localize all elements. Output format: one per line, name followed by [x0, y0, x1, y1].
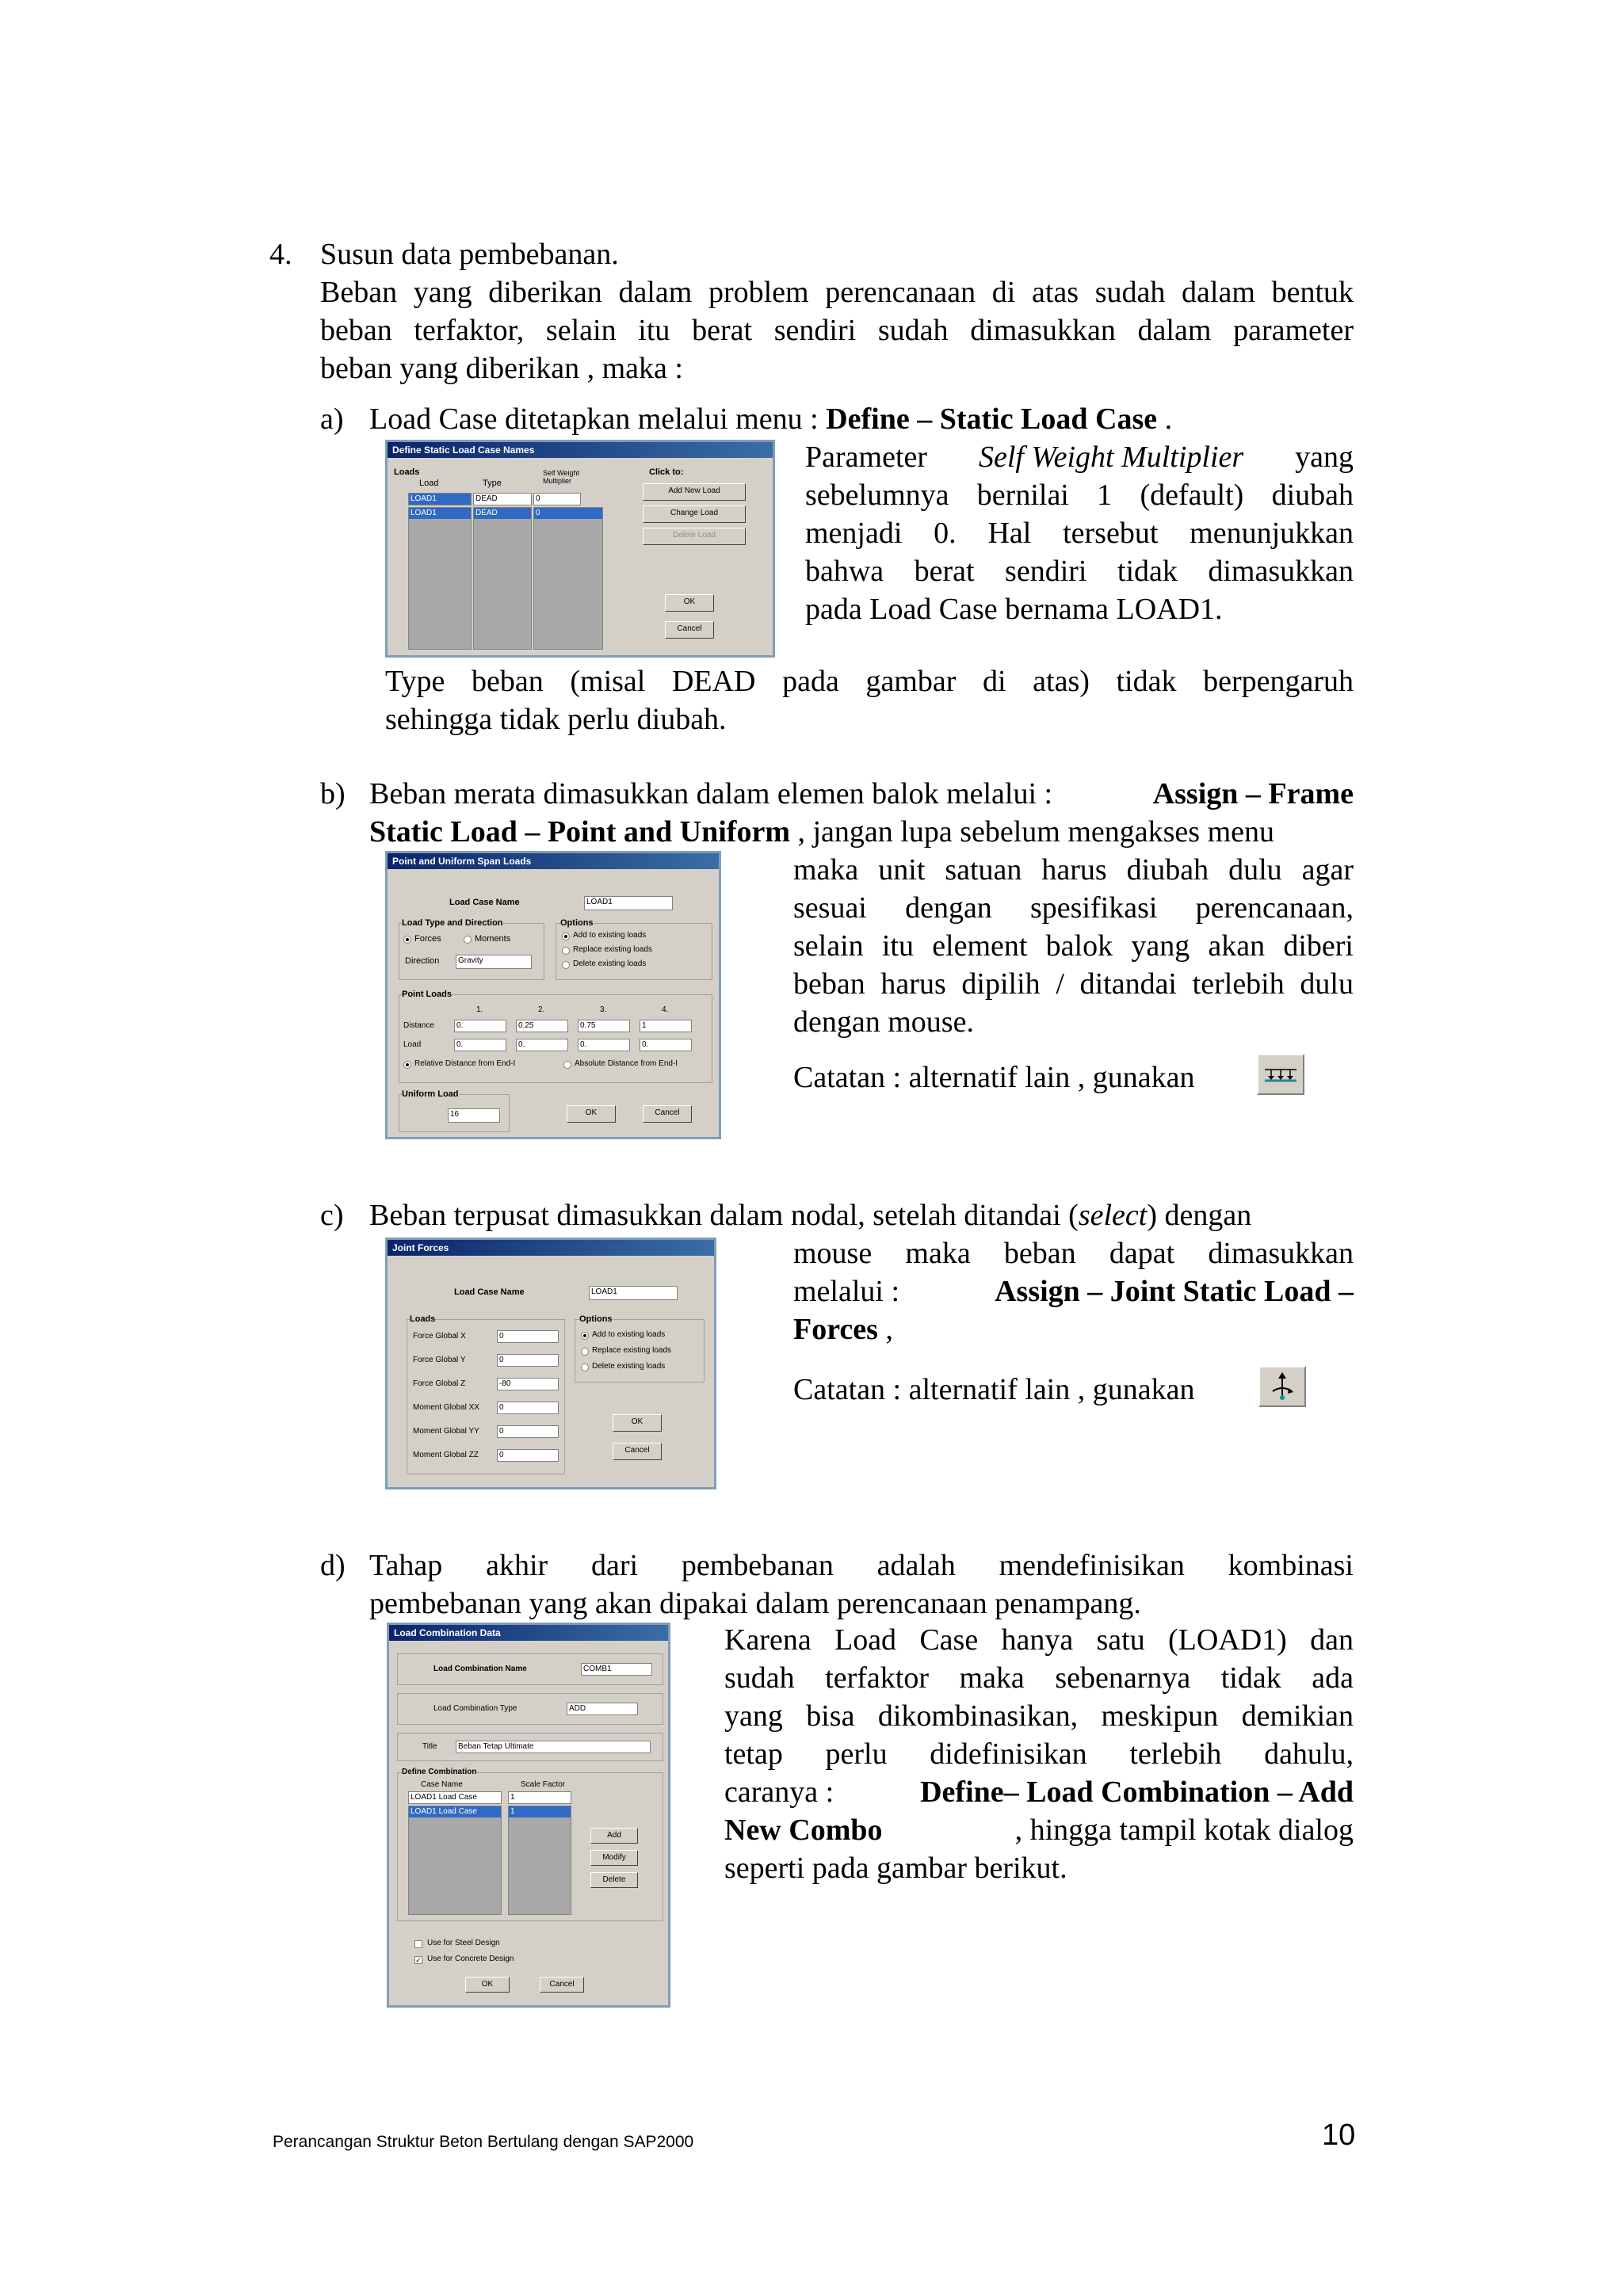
- combo-type-select[interactable]: ADD: [567, 1703, 638, 1715]
- ok-button[interactable]: OK: [465, 1977, 510, 1993]
- joint-force-icon: [1260, 1367, 1304, 1405]
- replace-existing-label: Replace existing loads: [573, 945, 653, 954]
- delete-existing-label: Delete existing loads: [592, 1362, 666, 1371]
- dialog-title: Define Static Load Case Names: [388, 442, 773, 458]
- c-para-line-3: Forces ,: [793, 1313, 893, 1346]
- d-para-line-6: New Combo , hingga tampil kotak dialog: [724, 1814, 1354, 1847]
- load-case-name-label: Load Case Name: [454, 1287, 525, 1297]
- item-heading: Susun data pembebanan.: [320, 238, 619, 271]
- cancel-button[interactable]: Cancel: [540, 1977, 584, 1993]
- col-type: Type: [483, 479, 502, 488]
- steel-design-checkbox[interactable]: [414, 1940, 422, 1948]
- loads-label: Loads: [394, 467, 420, 477]
- a-para-line-5: pada Load Case bernama LOAD1.: [805, 593, 1223, 626]
- absolute-distance-radio[interactable]: [563, 1061, 571, 1069]
- col-swm: Self Weight Multiplier: [543, 469, 579, 485]
- distance-label: Distance: [403, 1021, 434, 1030]
- moments-label: Moments: [475, 934, 511, 944]
- ok-button[interactable]: OK: [665, 594, 714, 612]
- moment-xx-label: Moment Global XX: [413, 1403, 479, 1412]
- b-para-line-5: dengan mouse.: [793, 1005, 974, 1039]
- concrete-design-checkbox[interactable]: ✓: [415, 1956, 422, 1964]
- forces-label: Forces: [414, 934, 441, 944]
- b-para-line-2: sesuai dengan spesifikasi perencanaan,: [793, 891, 1354, 925]
- type-direction-group: [399, 923, 544, 980]
- direction-select[interactable]: Gravity: [456, 955, 532, 969]
- relative-distance-radio[interactable]: [403, 1061, 411, 1069]
- load-label: Load: [403, 1040, 422, 1049]
- load-type-select[interactable]: DEAD: [473, 493, 532, 505]
- delete-existing-label: Delete existing loads: [573, 959, 647, 968]
- force-y-label: Force Global Y: [413, 1356, 466, 1364]
- moment-yy-input[interactable]: 0: [497, 1425, 559, 1438]
- moment-zz-input[interactable]: 0: [497, 1449, 559, 1462]
- load-case-select[interactable]: LOAD1: [589, 1286, 678, 1300]
- loads-label: Loads: [410, 1314, 436, 1324]
- item-a-line1: Load Case ditetapkan melalui menu : Define – Static Load Case .: [369, 402, 1173, 436]
- load-case-select[interactable]: LOAD1: [584, 896, 673, 910]
- distance-4-input[interactable]: 1: [640, 1020, 692, 1032]
- b-note: Catatan : alternatif lain , gunakan: [793, 1061, 1195, 1094]
- a-note-line-2: sehingga tidak perlu diubah.: [385, 703, 727, 736]
- scale-factor-label: Scale Factor: [521, 1780, 566, 1789]
- concrete-design-label: Use for Concrete Design: [427, 1955, 514, 1963]
- dialog-title: Point and Uniform Span Loads: [388, 853, 719, 869]
- force-x-input[interactable]: 0: [497, 1330, 559, 1343]
- c-para-line-2: melalui : Assign – Joint Static Load –: [793, 1275, 1354, 1308]
- c-note: Catatan : alternatif lain , gunakan: [793, 1373, 1195, 1406]
- distance-3-input[interactable]: 0.75: [578, 1020, 630, 1032]
- replace-existing-radio[interactable]: [581, 1348, 589, 1356]
- add-existing-label: Add to existing loads: [573, 931, 647, 940]
- c-para-line-1: mouse maka beban dapat dimasukkan: [793, 1237, 1354, 1270]
- dialog-title: Joint Forces: [388, 1240, 714, 1256]
- scale-list[interactable]: [508, 1806, 571, 1915]
- a-para-line-3: menjadi 0. Hal tersebut menunjukkan: [805, 517, 1354, 550]
- intro-line-3: beban yang diberikan , maka :: [320, 352, 683, 385]
- d-para-line-3: yang bisa dikombinasikan, meskipun demikian: [724, 1699, 1354, 1733]
- d-para-line-2: sudah terfaktor maka sebenarnya tidak ada: [724, 1661, 1354, 1695]
- options-label: Options: [560, 918, 594, 928]
- b-para-line-3: selain itu element balok yang akan diberi: [793, 929, 1354, 963]
- replace-existing-radio[interactable]: [562, 947, 570, 955]
- uniform-load-label: Uniform Load: [402, 1089, 459, 1099]
- title-input[interactable]: Beban Tetap Ultimate: [456, 1741, 651, 1753]
- case-name-label: Case Name: [421, 1780, 463, 1789]
- dialog-title: Load Combination Data: [389, 1625, 668, 1641]
- joint-load-toolbar-icon[interactable]: [1258, 1366, 1306, 1407]
- load-2-input[interactable]: 0.: [516, 1039, 568, 1051]
- item-b-label: b): [320, 777, 346, 810]
- d-para-line-4: tetap perlu didefinisikan terlebih dahulu,: [724, 1737, 1354, 1771]
- combo-name-label: Load Combination Name: [433, 1665, 527, 1673]
- ok-button[interactable]: OK: [567, 1105, 616, 1123]
- col-1: 1.: [476, 1005, 483, 1014]
- modify-button[interactable]: Modify: [590, 1850, 638, 1866]
- item-number-4: 4.: [269, 238, 292, 271]
- point-loads-label: Point Loads: [402, 990, 452, 999]
- item-c-label: c): [320, 1199, 344, 1232]
- delete-load-button[interactable]: Delete Load: [643, 528, 746, 545]
- intro-line-2: beban terfaktor, selain itu berat sendiri sudah dimasukkan dalam parameter: [320, 314, 1354, 347]
- joint-forces-dialog: [385, 1238, 716, 1489]
- a-note-line-1: Type beban (misal DEAD pada gambar di atas) tidak berpengaruh: [385, 665, 1354, 698]
- click-to-label: Click to:: [649, 467, 684, 477]
- change-load-button[interactable]: Change Load: [643, 505, 746, 523]
- item-d-line1: Tahap akhir dari pembebanan adalah mendefinisikan kombinasi: [369, 1549, 1354, 1582]
- absolute-distance-label: Absolute Distance from End-I: [575, 1059, 678, 1068]
- col-4: 4.: [662, 1005, 669, 1014]
- d-para-line-7: seperti pada gambar berikut.: [724, 1852, 1067, 1885]
- col-2: 2.: [538, 1005, 545, 1014]
- moment-yy-label: Moment Global YY: [413, 1427, 479, 1436]
- b-para-line-4: beban harus dipilih / ditandai terlebih dulu: [793, 967, 1354, 1001]
- list-item[interactable]: 0: [534, 508, 602, 519]
- force-z-label: Force Global Z: [413, 1379, 466, 1388]
- replace-existing-label: Replace existing loads: [592, 1346, 672, 1355]
- cancel-button[interactable]: Cancel: [665, 621, 714, 639]
- distance-1-input[interactable]: 0.: [454, 1020, 506, 1032]
- options-label: Options: [579, 1314, 613, 1324]
- list-item[interactable]: DEAD: [474, 508, 531, 519]
- force-y-input[interactable]: 0: [497, 1354, 559, 1367]
- item-d-label: d): [320, 1549, 346, 1582]
- title-label: Title: [422, 1742, 437, 1751]
- list-item[interactable]: 1: [509, 1806, 571, 1817]
- distance-2-input[interactable]: 0.25: [516, 1020, 568, 1032]
- item-d-line2: pembebanan yang akan dipakai dalam perencanaan penampang.: [369, 1587, 1141, 1620]
- add-new-load-button[interactable]: Add New Load: [643, 483, 746, 501]
- type-direction-label: Load Type and Direction: [402, 918, 503, 928]
- case-list[interactable]: [408, 1806, 502, 1915]
- list-item[interactable]: LOAD1: [409, 508, 471, 519]
- add-existing-radio[interactable]: [562, 933, 570, 940]
- relative-distance-label: Relative Distance from End-I: [414, 1059, 516, 1068]
- load-name-input[interactable]: LOAD1: [408, 493, 472, 505]
- delete-existing-radio[interactable]: [581, 1363, 589, 1371]
- case-name-select[interactable]: LOAD1 Load Case: [408, 1791, 502, 1804]
- moment-xx-input[interactable]: 0: [497, 1402, 559, 1414]
- intro-line-1: Beban yang diberikan dalam problem perencanaan di atas sudah dalam bentuk: [320, 276, 1354, 309]
- force-x-label: Force Global X: [413, 1332, 466, 1341]
- combo-type-label: Load Combination Type: [433, 1704, 517, 1713]
- moments-radio[interactable]: [464, 936, 472, 944]
- point-uniform-span-loads-dialog: [385, 851, 721, 1139]
- combo-name-input[interactable]: COMB1: [581, 1663, 652, 1676]
- moment-zz-label: Moment Global ZZ: [413, 1451, 479, 1459]
- delete-existing-radio[interactable]: [562, 961, 570, 969]
- col-3: 3.: [600, 1005, 607, 1014]
- a-para-line-2: sebelumnya bernilai 1 (default) diubah: [805, 479, 1354, 512]
- item-b-line2: Static Load – Point and Uniform , jangan lupa sebelum mengakses menu: [369, 815, 1274, 849]
- distributed-load-icon: [1258, 1055, 1303, 1093]
- a-para-line-1: Parameter Self Weight Multiplier yang: [805, 441, 1354, 474]
- item-c-line1: Beban terpusat dimasukkan dalam nodal, setelah ditandai (select) dengan: [369, 1199, 1252, 1232]
- type-list[interactable]: [473, 507, 532, 650]
- load-3-input[interactable]: 0.: [578, 1039, 630, 1051]
- item-a-label: a): [320, 402, 344, 436]
- a-para-line-4: bahwa berat sendiri tidak dimasukkan: [805, 555, 1354, 588]
- force-z-input[interactable]: -80: [497, 1378, 559, 1390]
- delete-button[interactable]: Delete: [590, 1872, 638, 1888]
- b-para-line-1: maka unit satuan harus diubah dulu agar: [793, 853, 1354, 887]
- scale-factor-input[interactable]: 1: [508, 1791, 571, 1804]
- add-button[interactable]: Add: [590, 1828, 638, 1844]
- d-para-line-1: Karena Load Case hanya satu (LOAD1) dan: [724, 1623, 1354, 1657]
- footer-text: Perancangan Struktur Beton Bertulang dengan SAP2000: [273, 2133, 694, 2151]
- ok-button[interactable]: OK: [613, 1414, 662, 1432]
- load-1-input[interactable]: 0.: [454, 1039, 506, 1051]
- load-combination-dialog: [387, 1623, 670, 2008]
- uniform-load-input[interactable]: 16: [448, 1108, 500, 1123]
- add-existing-label: Add to existing loads: [592, 1330, 666, 1339]
- item-b-line1: Beban merata dimasukkan dalam elemen balok melalui : Assign – Frame: [369, 777, 1354, 810]
- define-static-load-dialog: [385, 440, 775, 658]
- cancel-button[interactable]: Cancel: [613, 1443, 662, 1460]
- forces-radio[interactable]: [403, 936, 411, 944]
- load-case-name-label: Load Case Name: [449, 898, 520, 907]
- frame-load-toolbar-icon[interactable]: [1257, 1054, 1304, 1095]
- load-4-input[interactable]: 0.: [640, 1039, 692, 1051]
- add-existing-radio[interactable]: [581, 1332, 589, 1340]
- col-load: Load: [419, 479, 439, 488]
- cancel-button[interactable]: Cancel: [643, 1105, 692, 1123]
- list-item[interactable]: LOAD1 Load Case: [409, 1806, 501, 1817]
- page-number: 10: [1322, 2119, 1356, 2152]
- swm-input[interactable]: 0: [533, 493, 581, 505]
- steel-design-label: Use for Steel Design: [427, 1939, 500, 1947]
- define-combination-label: Define Combination: [402, 1768, 477, 1776]
- swm-list[interactable]: [533, 507, 603, 650]
- d-para-line-5: caranya : Define– Load Combination – Add: [724, 1775, 1354, 1809]
- load-list[interactable]: [408, 507, 472, 650]
- direction-label: Direction: [405, 956, 440, 966]
